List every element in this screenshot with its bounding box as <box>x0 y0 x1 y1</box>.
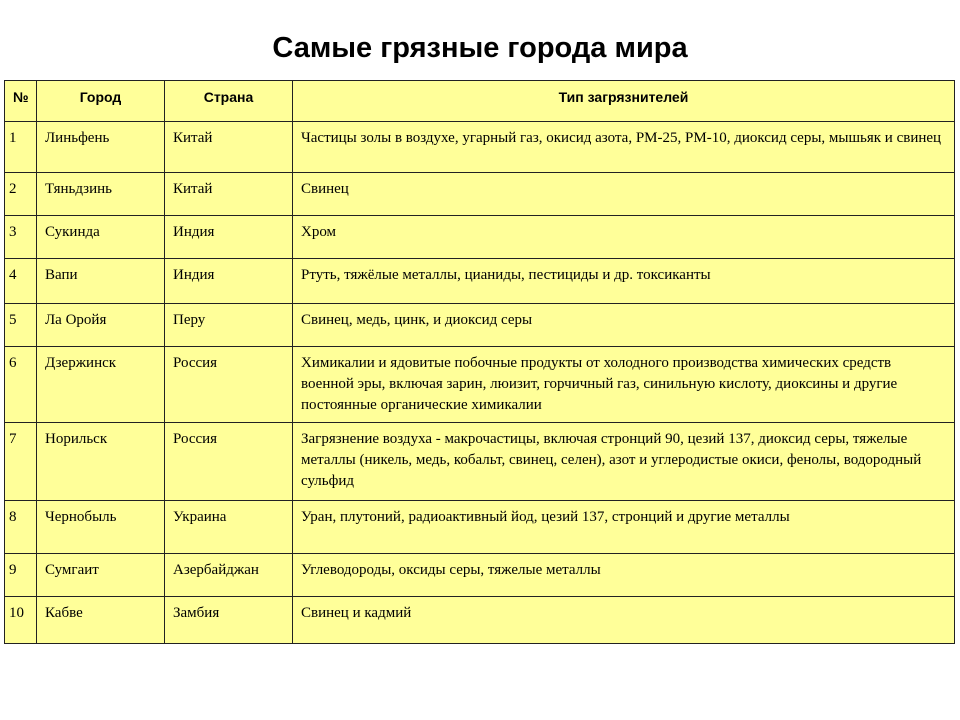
row-pollutants: Частицы золы в воздухе, угарный газ, окисид азота, PM-25, PM-10, диоксид серы, мышьяк и свинец <box>293 122 955 173</box>
row-num: 5 <box>5 304 37 347</box>
row-num: 3 <box>5 216 37 259</box>
table-row <box>5 500 955 553</box>
row-num: 2 <box>5 173 37 216</box>
table-row <box>5 122 955 173</box>
header-country: Страна <box>165 81 293 122</box>
row-city: Тяньдзинь <box>37 173 165 216</box>
row-city: Дзержинск <box>37 347 165 423</box>
row-country: Россия <box>165 422 293 500</box>
row-country: Украина <box>165 500 293 553</box>
table-row <box>5 596 955 643</box>
row-pollutants: Загрязнение воздуха - макрочастицы, включая стронций 90, цезий 137, диоксид серы, тяжелые металлы (никель, медь, кобальт, свинец, селен), азот и углеродистые окиси, фенолы, водородный сульфид <box>293 422 955 500</box>
page-title: Самые грязные города мира <box>272 32 688 64</box>
row-pollutants: Уран, плутоний, радиоактивный йод, цезий 137, стронций и другие металлы <box>293 500 955 553</box>
row-pollutants: Углеводороды, оксиды серы, тяжелые металлы <box>293 553 955 596</box>
row-city: Норильск <box>37 422 165 500</box>
row-num: 10 <box>5 596 37 643</box>
row-city: Вапи <box>37 259 165 304</box>
row-city: Ла Оройя <box>37 304 165 347</box>
row-country: Индия <box>165 216 293 259</box>
header-city: Город <box>37 81 165 122</box>
row-city: Сумгаит <box>37 553 165 596</box>
row-pollutants: Свинец <box>293 173 955 216</box>
row-num: 8 <box>5 500 37 553</box>
pollution-table <box>4 80 955 644</box>
row-num: 1 <box>5 122 37 173</box>
table-header-row <box>5 81 955 122</box>
header-pollutants: Тип загрязнителей <box>293 81 955 122</box>
row-city: Сукинда <box>37 216 165 259</box>
table-row <box>5 216 955 259</box>
table-row <box>5 259 955 304</box>
row-city: Чернобыль <box>37 500 165 553</box>
row-pollutants: Свинец и кадмий <box>293 596 955 643</box>
header-num: № <box>5 81 37 122</box>
row-num: 7 <box>5 422 37 500</box>
row-country: Индия <box>165 259 293 304</box>
row-city: Линьфень <box>37 122 165 173</box>
row-pollutants: Свинец, медь, цинк, и диоксид серы <box>293 304 955 347</box>
row-pollutants: Химикалии и ядовитые побочные продукты от холодного производства химических средств военной эры, включая зарин, люизит, горчичный газ, синильную кислоту, диоксины и другие постоянные органические химикалии <box>293 347 955 423</box>
row-country: Китай <box>165 122 293 173</box>
row-country: Россия <box>165 347 293 423</box>
row-pollutants: Хром <box>293 216 955 259</box>
table-container <box>4 80 955 644</box>
row-country: Замбия <box>165 596 293 643</box>
row-country: Перу <box>165 304 293 347</box>
row-country: Азербайджан <box>165 553 293 596</box>
table-row <box>5 422 955 500</box>
table-row <box>5 304 955 347</box>
row-num: 4 <box>5 259 37 304</box>
row-city: Кабве <box>37 596 165 643</box>
row-num: 6 <box>5 347 37 423</box>
row-country: Китай <box>165 173 293 216</box>
row-pollutants: Ртуть, тяжёлые металлы, цианиды, пестициды и др. токсиканты <box>293 259 955 304</box>
row-num: 9 <box>5 553 37 596</box>
table-row <box>5 347 955 423</box>
table-row <box>5 173 955 216</box>
table-row <box>5 553 955 596</box>
